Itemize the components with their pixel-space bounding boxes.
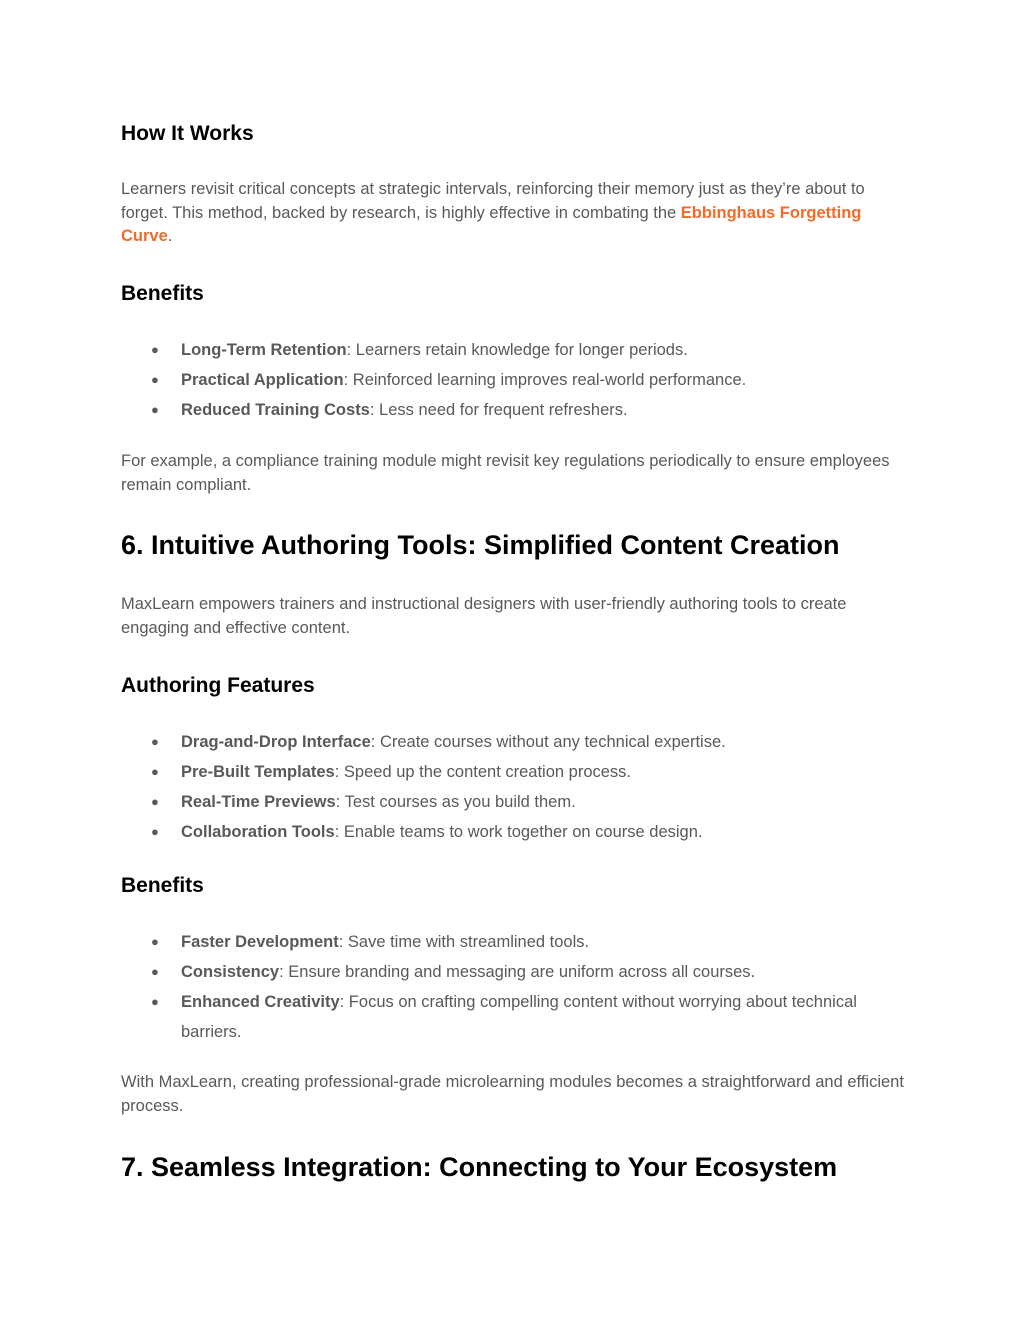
list-item (121, 727, 911, 757)
list-item (121, 957, 911, 987)
section-6-heading: 6. Intuitive Authoring Tools: Simplified Content Creation (121, 530, 840, 560)
list-item (121, 787, 911, 817)
bullet-icon: ● (151, 342, 159, 357)
bullet-icon: ● (151, 372, 159, 387)
feature-term: Drag-and-Drop Interface (181, 733, 371, 751)
bullet-icon: ● (151, 824, 159, 839)
benefits-heading-2: Benefits (121, 874, 204, 897)
benefit-term: Reduced Training Costs (181, 401, 370, 419)
bullet-icon: ● (151, 994, 159, 1009)
bullet-icon: ● (151, 734, 159, 749)
benefit-term: Enhanced Creativity (181, 993, 340, 1011)
benefit-term: Practical Application (181, 371, 344, 389)
feature-term: Pre-Built Templates (181, 763, 335, 781)
authoring-features-heading: Authoring Features (121, 674, 315, 697)
bullet-icon: ● (151, 764, 159, 779)
benefit-term: Consistency (181, 963, 280, 981)
benefit-term: Faster Development (181, 933, 339, 951)
ebbinghaus-link[interactable]: Ebbinghaus Forgetting Curve (121, 203, 862, 245)
how-it-works-text-end: . (167, 227, 173, 245)
list-item (121, 365, 911, 395)
authoring-features-list (121, 727, 911, 847)
feature-desc: : Speed up the content creation process. (334, 763, 632, 781)
feature-desc: : Enable teams to work together on course design. (334, 823, 703, 841)
feature-term: Real-Time Previews (181, 793, 336, 811)
bullet-icon: ● (151, 402, 159, 417)
benefit-desc: : Ensure branding and messaging are uniform across all courses. (279, 963, 756, 981)
benefit-desc: : Learners retain knowledge for longer periods. (346, 341, 688, 359)
benefit-term: Long-Term Retention (181, 341, 347, 359)
example-paragraph: For example, a compliance training module might revisit key regulations periodically to ensure employees remain compliant. (121, 452, 890, 494)
feature-term: Collaboration Tools (181, 823, 335, 841)
how-it-works-paragraph (121, 178, 911, 249)
bullet-icon: ● (151, 964, 159, 979)
feature-desc: : Test courses as you build them. (335, 793, 576, 811)
bullet-icon: ● (151, 934, 159, 949)
list-item (121, 757, 911, 787)
list-item (121, 987, 911, 1047)
how-it-works-heading: How It Works (121, 122, 254, 145)
benefits-heading: Benefits (121, 282, 204, 305)
benefit-desc: : Focus on crafting compelling content without worrying about technical barriers. (181, 993, 857, 1041)
section-6-intro: MaxLearn empowers trainers and instructional designers with user-friendly authoring tools to create engaging and effective content. (121, 595, 847, 637)
benefit-desc: : Save time with streamlined tools. (338, 933, 590, 951)
how-it-works-text: Learners revisit critical concepts at strategic intervals, reinforcing their memory just as they’re about to forget. This method, backed by research, is highly effective in combating the (121, 180, 865, 222)
list-item (121, 335, 911, 365)
benefit-desc: : Less need for frequent refreshers. (369, 401, 628, 419)
section-7-heading: 7. Seamless Integration: Connecting to Your Ecosystem (121, 1152, 838, 1182)
list-item (121, 927, 911, 957)
benefits-list (121, 335, 911, 425)
list-item (121, 395, 911, 425)
benefit-desc: : Reinforced learning improves real-world performance. (343, 371, 747, 389)
feature-desc: : Create courses without any technical expertise. (370, 733, 726, 751)
list-item (121, 817, 911, 847)
closing-paragraph: With MaxLearn, creating professional-grade microlearning modules becomes a straightforward and efficient process. (121, 1073, 904, 1115)
benefits-list-2 (121, 927, 911, 1047)
bullet-icon: ● (151, 794, 159, 809)
